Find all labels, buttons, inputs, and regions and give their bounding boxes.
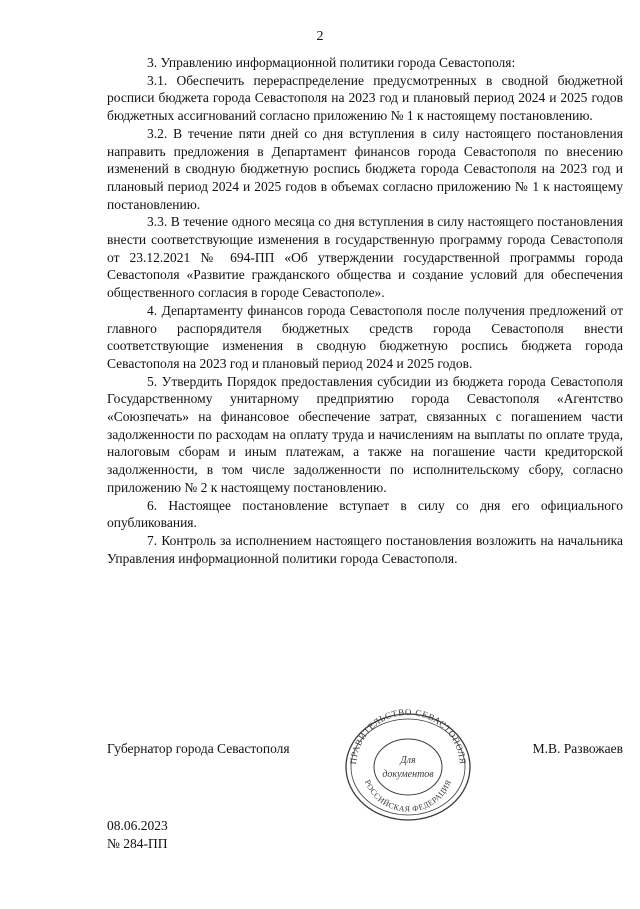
page-number: 2	[316, 29, 324, 44]
paragraph-3-2: 3.2. В течение пяти дней со дня вступления в силу настоящего постановления направить предложения в Департамент финансов города Севастополя по внесению изменений в сводную бюджетную роспись бюджета города Севастополя на 2023 год и плановый период 2024 и 2025 годов в объемах согласно приложению № 1 к настоящему постановлению.	[107, 125, 623, 212]
svg-text:РОССИЙСКАЯ ФЕДЕРАЦИЯ	[363, 778, 453, 813]
paragraph-4: 4. Департаменту финансов города Севастополя после получения предложений от главного распорядителя бюджетных средств города Севастополя внести соответствующие изменения в сводную бюджетную роспись бюджета города Севастополя на 2023 год и плановый период 2024 и 2025 годов.	[107, 302, 623, 371]
paragraph-3-3: 3.3. В течение одного месяца со дня вступления в силу настоящего постановления внести соответствующие изменения в государственную программу города Севастополя от 23.12.2021 № 694-ПП «Об утверждении государственной программы города Севастополя «Развитие гражданского общества и создание условий для обеспечения общественного согласия в городе Севастополе».	[107, 214, 623, 301]
signatory-name: М.В. Развожаев	[532, 741, 623, 756]
paragraph-6: 6. Настоящее постановление вступает в силу со дня его официального опубликования.	[107, 497, 623, 531]
paragraph-5: 5. Утвердить Порядок предоставления субсидии из бюджета города Севастополя Государственному унитарному предприятию города Севастополя «Агентство «Союзпечать» на финансовое обеспечение затрат, связанных с погашением части задолженности по расходам на оплату труда и начислениям на выплаты по оплате труда, налоговым сборам и иным платежам, а также на погашение части кредиторской задолженности, в том числе задолженности по исполнительскому сбору, согласно приложению № 2 к настоящему постановлению.	[107, 373, 623, 495]
document-date: 08.06.2023	[107, 818, 168, 833]
seal-bottom-text: РОССИЙСКАЯ ФЕДЕРАЦИЯ	[362, 778, 454, 814]
paragraph-3: 3. Управлению информационной политики города Севастополя:	[147, 55, 516, 70]
seal-inner-text-2: документов	[382, 769, 434, 780]
document-meta	[107, 817, 168, 853]
signatory-position: Губернатор города Севастополя	[107, 741, 290, 756]
seal-outer-text: ПРАВИТЕЛЬСТВО СЕВАСТОПОЛЯ	[347, 706, 469, 765]
official-seal-stamp	[338, 701, 478, 823]
seal-inner-text-1: Для	[400, 755, 416, 766]
document-number: № 284-ПП	[107, 836, 168, 851]
paragraph-3-1: 3.1. Обеспечить перераспределение предусмотренных в сводной бюджетной росписи бюджета города Севастополя на 2023 год и плановый период 2024 и 2025 годов бюджетных ассигнований согласно приложению № 1 к настоящему постановлению.	[107, 72, 623, 124]
document-body	[107, 54, 623, 567]
paragraph-7: 7. Контроль за исполнением настоящего постановления возложить на начальника Управления информационной политики города Севастополя.	[107, 532, 623, 566]
